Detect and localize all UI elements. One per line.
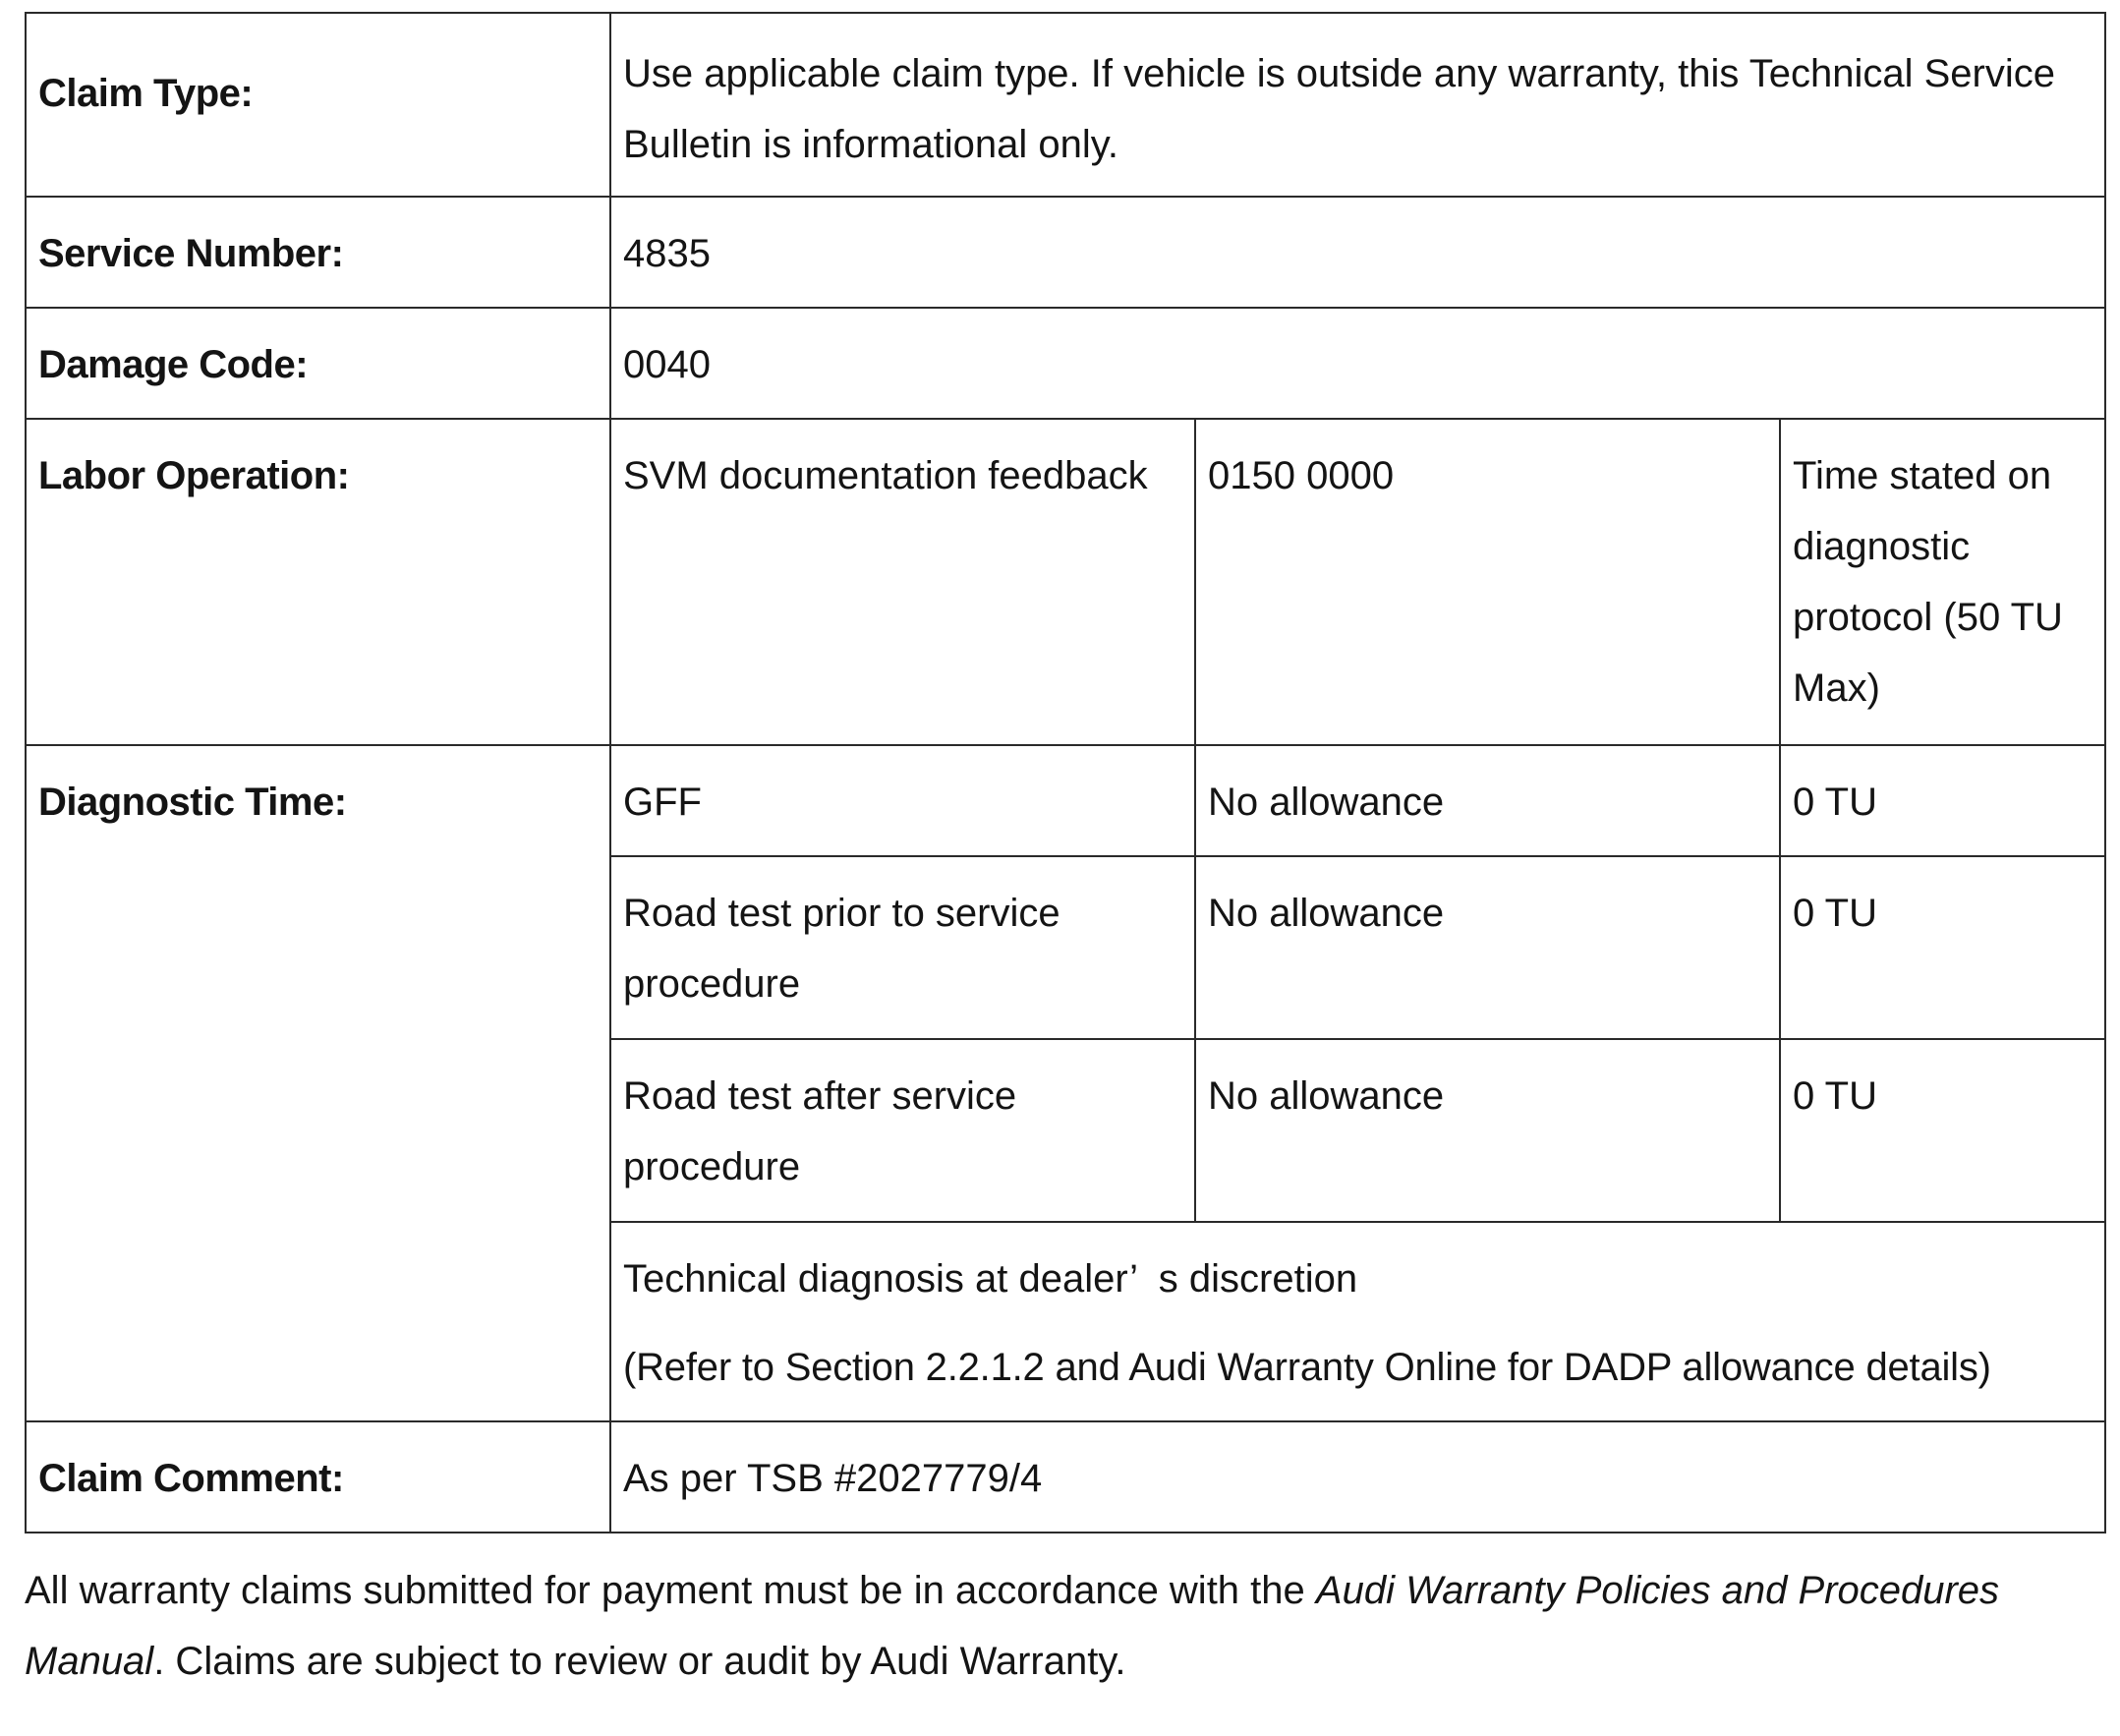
- claim-type-text: Use applicable claim type. If vehicle is outside any warranty, this Technical Service Bulletin is informational only.: [623, 52, 2055, 166]
- service-number-value: 4835: [610, 197, 2105, 308]
- diagnostic-item: GFF: [610, 745, 1195, 856]
- footer-text-after: . Claims are subject to review or audit by Audi Warranty.: [153, 1640, 1126, 1683]
- manual-title: Audi Warranty Policies and Procedures Manual: [25, 1569, 2000, 1683]
- damage-code-row: [26, 308, 2105, 419]
- diagnostic-time-value: 0 TU: [1780, 856, 2105, 1039]
- claim-comment-row: [26, 1421, 2105, 1533]
- warranty-table: [25, 12, 2106, 1533]
- diagnostic-row-1: [26, 745, 2105, 856]
- discretion-line: Technical diagnosis at dealer’ s discretion: [623, 1257, 1358, 1301]
- diagnostic-time-label: Diagnostic Time:: [26, 745, 610, 1421]
- claim-comment-label: Claim Comment:: [26, 1421, 610, 1533]
- labor-operation-time: Time stated on diagnostic protocol (50 TU Max): [1780, 419, 2105, 745]
- diagnostic-allowance: No allowance: [1195, 856, 1780, 1039]
- discretion-reference: (Refer to Section 2.2.1.2 and Audi Warranty Online for DADP allowance details): [623, 1346, 1991, 1389]
- diagnostic-discretion: [610, 1222, 2105, 1421]
- claim-type-value: [610, 13, 2105, 197]
- labor-operation-description: SVM documentation feedback: [610, 419, 1195, 745]
- service-number-label: Service Number:: [26, 197, 610, 308]
- claim-comment-value: As per TSB #2027779/4: [610, 1421, 2105, 1533]
- diagnostic-allowance: No allowance: [1195, 1039, 1780, 1222]
- claim-type-label: Claim Type:: [26, 13, 610, 197]
- damage-code-value: 0040: [610, 308, 2105, 419]
- warranty-footer-note: [25, 1555, 2104, 1697]
- labor-operation-code: 0150 0000: [1195, 419, 1780, 745]
- diagnostic-item: Road test prior to service procedure: [610, 856, 1195, 1039]
- service-number-row: [26, 197, 2105, 308]
- labor-operation-row: [26, 419, 2105, 745]
- diagnostic-allowance: No allowance: [1195, 745, 1780, 856]
- claim-type-row: [26, 13, 2105, 197]
- damage-code-label: Damage Code:: [26, 308, 610, 419]
- labor-operation-label: Labor Operation:: [26, 419, 610, 745]
- warranty-document: [25, 12, 2104, 1736]
- diagnostic-time-value: 0 TU: [1780, 745, 2105, 856]
- diagnostic-item: Road test after service procedure: [610, 1039, 1195, 1222]
- footer-text-before: All warranty claims submitted for payment must be in accordance with the: [25, 1569, 1316, 1612]
- diagnostic-time-value: 0 TU: [1780, 1039, 2105, 1222]
